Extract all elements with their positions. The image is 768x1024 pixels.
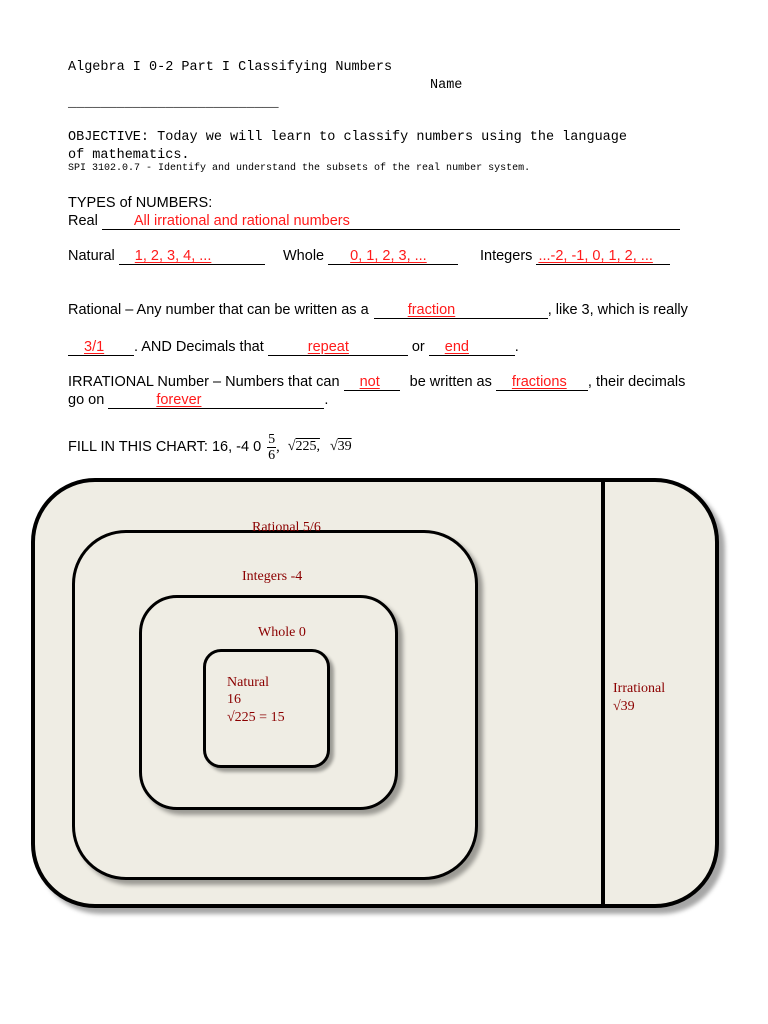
irrational-line-1 [68, 374, 685, 391]
sqrt-225 [288, 439, 320, 455]
irrational-line-2 [68, 392, 328, 409]
sqrt-icon: √ [329, 439, 338, 454]
sqrt-icon: √ [287, 439, 296, 454]
rational-line-1 [68, 302, 688, 319]
rational-answer-fraction: fraction [407, 302, 456, 318]
irrational-value-sqrt39: √39 [613, 699, 635, 714]
sqrt-39 [330, 439, 352, 455]
natural-value-sqrt225: √225 = 15 [227, 710, 285, 725]
whole-blank [328, 248, 458, 265]
real-label: Real [68, 213, 98, 229]
irrational-text-2: be written as [409, 374, 492, 390]
natural-label: Natural [227, 675, 269, 690]
sqrt-39-value: 39 [337, 439, 352, 454]
irrational-answer-forever: forever [156, 392, 202, 408]
whole-row [283, 248, 458, 265]
integers-row [480, 248, 670, 265]
sqrt-225-value: 225, [295, 439, 320, 454]
rational-text-4: or [411, 339, 425, 355]
real-answer: All irrational and rational numbers [133, 213, 350, 229]
rational-answer-repeat: repeat [307, 339, 349, 355]
objective-line-1: OBJECTIVE: Today we will learn to classify numbers using the language [68, 130, 627, 145]
fill-chart-prefix: FILL IN THIS CHART: 16, -4 0 [68, 439, 262, 455]
name-line: __________________________ [68, 96, 279, 111]
natural-box [203, 649, 330, 768]
rational-answer-3-1: 3/1 [84, 339, 105, 355]
irrational-text-4: go on [68, 392, 105, 408]
name-label: Name [430, 78, 463, 93]
irrational-answer-not: not [359, 374, 380, 390]
types-heading: TYPES of NUMBERS: [68, 195, 213, 211]
spi-standard: SPI 3102.0.7 - Identify and understand the subsets of the real number system. [68, 163, 531, 174]
fraction-numerator: 5 [268, 431, 276, 447]
integers-label: Integers -4 [242, 569, 303, 584]
whole-label: Whole 0 [258, 625, 306, 640]
rational-blank-4 [429, 339, 515, 356]
rational-blank-1 [374, 302, 548, 319]
rational-text-3: . AND Decimals that [134, 339, 264, 355]
irrational-text-3: , their decimals [587, 374, 686, 390]
rational-line-2 [68, 339, 519, 356]
fraction-five-sixths [267, 432, 276, 463]
fill-comma: , [276, 438, 280, 455]
objective-line-2: of mathematics. [68, 148, 190, 163]
natural-value-16: 16 [227, 692, 241, 707]
rational-text-1: Rational – Any number that can be written as a [68, 302, 369, 318]
natural-blank [119, 248, 265, 265]
irrational-text-5: . [324, 392, 329, 408]
rational-blank-2 [68, 339, 134, 356]
fill-chart-line [68, 427, 352, 467]
rational-text-2: , like 3, which is really [547, 302, 688, 318]
integers-label: Integers [480, 248, 533, 264]
irrational-answer-fractions: fractions [511, 374, 567, 390]
irrational-blank-2 [496, 374, 588, 391]
rational-label: Rational 5/6 [252, 520, 321, 531]
natural-row [68, 248, 265, 265]
irrational-label: Irrational [613, 681, 666, 696]
natural-label: Natural [68, 248, 115, 264]
rational-answer-end: end [444, 339, 469, 355]
irrational-text-1: IRRATIONAL Number – Numbers that can [68, 374, 340, 390]
real-row [68, 213, 680, 230]
real-blank [102, 213, 680, 230]
whole-answer: 0, 1, 2, 3, ... [350, 248, 427, 264]
integers-answer: ...-2, -1, 0, 1, 2, ... [538, 248, 653, 264]
irrational-blank-1 [344, 374, 400, 391]
natural-answer: 1, 2, 3, 4, ... [134, 248, 212, 264]
fraction-denominator: 6 [268, 447, 276, 463]
rational-blank-3 [268, 339, 408, 356]
integers-blank [536, 248, 670, 265]
irrational-divider [601, 480, 605, 908]
irrational-blank-3 [108, 392, 324, 409]
whole-label: Whole [283, 248, 325, 264]
rational-text-5: . [514, 339, 519, 355]
worksheet-title: Algebra I 0-2 Part I Classifying Numbers [68, 60, 393, 75]
